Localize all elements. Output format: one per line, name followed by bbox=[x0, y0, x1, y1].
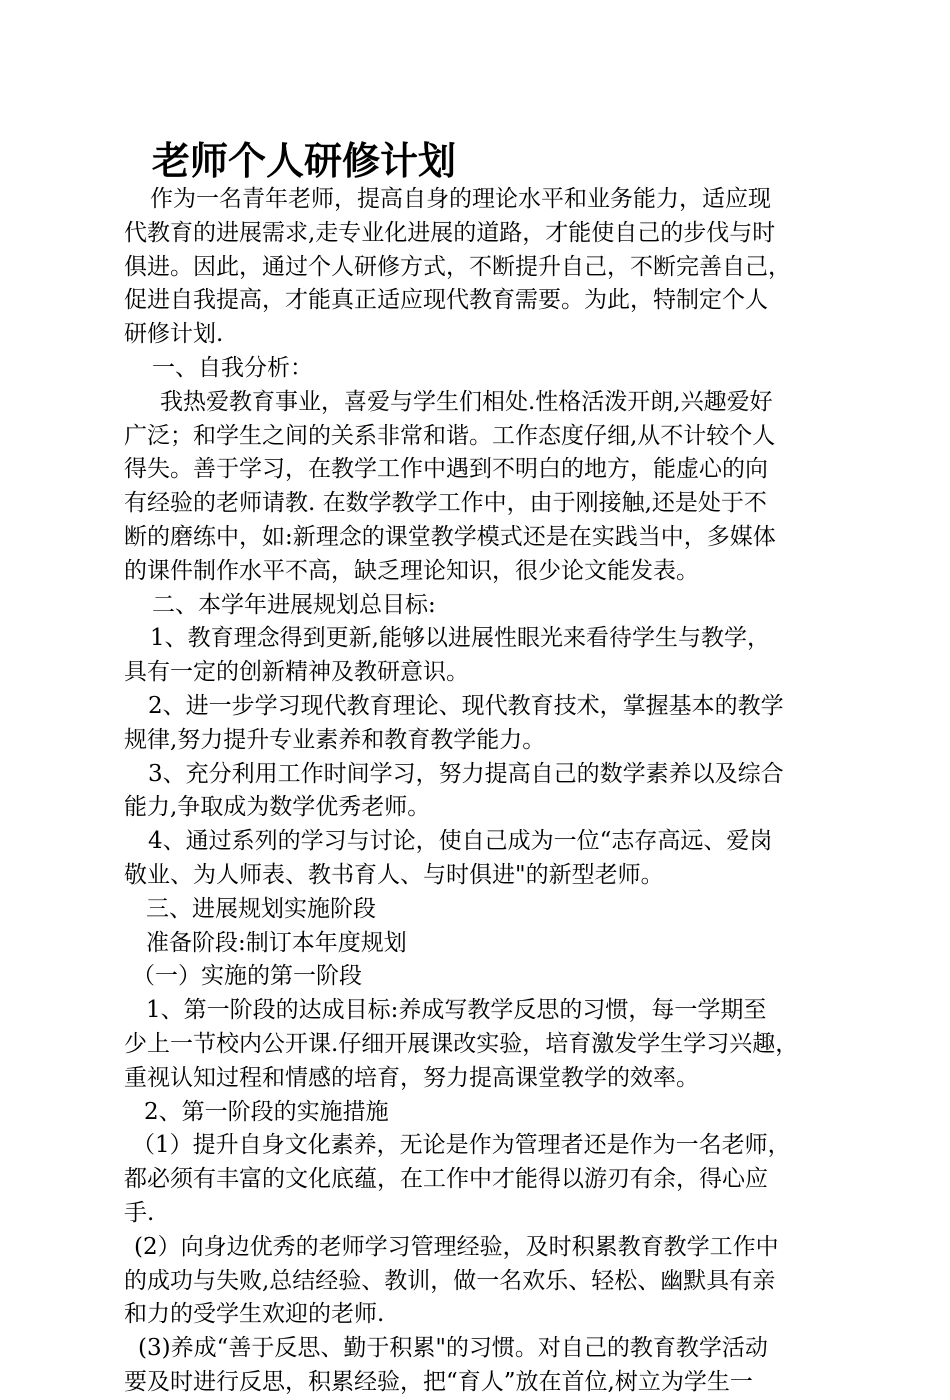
section-heading: 一、自我分析： bbox=[152, 354, 313, 381]
paragraph-line: 俱进。因此，通过个人研修方式，不断提升自己，不断完善自己， bbox=[124, 253, 791, 280]
section-heading: 三、进展规划实施阶段 bbox=[146, 895, 376, 922]
paragraph-line: 断的磨练中，如:新理念的课堂教学模式还是在实践当中，多媒体 bbox=[124, 523, 776, 550]
paragraph-line: 敬业、为人师表、教书育人、与时俱进"的新型老师。 bbox=[124, 861, 664, 888]
paragraph-line: 的课件制作水平不高，缺乏理论知识，很少论文能发表。 bbox=[124, 557, 699, 584]
list-item: 4、通过系列的学习与讨论，使自己成为一位“志存高远、爱岗 bbox=[148, 828, 773, 855]
paragraph-line: 少上一节校内公开课.仔细开展课改实验，培育激发学生学习兴趣， bbox=[124, 1030, 799, 1057]
section-heading: 准备阶段:制订本年度规划 bbox=[146, 929, 407, 956]
paragraph-line: 促进自我提高，才能真正适应现代教育需要。为此，特制定个人 bbox=[124, 287, 768, 314]
paragraph-line: 的成功与失败,总结经验、教训，做一名欢乐、轻松、幽默具有亲 bbox=[124, 1267, 776, 1294]
paragraph-line: 和力的受学生欢迎的老师. bbox=[124, 1301, 385, 1328]
paragraph-line: 要及时进行反思，积累经验，把“育人”放在首位,树立为学生一 bbox=[124, 1368, 753, 1395]
paragraph-line: 得失。善于学习，在教学工作中遇到不明白的地方，能虚心的向 bbox=[124, 456, 768, 483]
list-item: (3)养成“善于反思、勤于积累"的习惯。对自己的教育教学活动 bbox=[138, 1335, 768, 1362]
list-item: 3、充分利用工作时间学习，努力提高自己的数学素养以及综合 bbox=[148, 760, 784, 787]
paragraph-line: 重视认知过程和情感的培育，努力提高课堂教学的效率。 bbox=[124, 1064, 699, 1091]
section-heading: 二、本学年进展规划总目标: bbox=[152, 591, 436, 618]
paragraph-line: 手. bbox=[124, 1199, 155, 1226]
paragraph-line: 我热爱教育事业，喜爱与学生们相处.性格活泼开朗,兴趣爱好 bbox=[160, 388, 773, 415]
paragraph-line: 规律,努力提升专业素养和教育教学能力。 bbox=[124, 726, 546, 753]
list-item: (2）向身边优秀的老师学习管理经验，及时积累教育教学工作中 bbox=[134, 1233, 779, 1260]
document-title: 老师个人研修计划 bbox=[152, 138, 457, 183]
paragraph-line: 作为一名青年老师，提高自身的理论水平和业务能力，适应现 bbox=[150, 186, 771, 212]
paragraph-line: 广泛；和学生之间的关系非常和谐。工作态度仔细,从不计较个人 bbox=[124, 422, 776, 449]
list-item: 2、进一步学习现代教育理论、现代教育技术，掌握基本的教学 bbox=[148, 692, 784, 719]
list-item: （1）提升自身文化素养，无论是作为管理者还是作为一名老师， bbox=[132, 1132, 791, 1159]
paragraph-line: 能力,争取成为数学优秀老师。 bbox=[124, 794, 431, 821]
paragraph-line: 都必须有丰富的文化底蕴，在工作中才能得以游刃有余，得心应 bbox=[124, 1166, 768, 1193]
paragraph-line: 有经验的老师请教. 在数学教学工作中，由于刚接触,还是处于不 bbox=[124, 490, 767, 517]
document-body bbox=[124, 183, 854, 1400]
paragraph-line: 代教育的进展需求,走专业化进展的道路，才能使自己的步伐与时 bbox=[124, 219, 776, 246]
paragraph-line: 具有一定的创新精神及教研意识。 bbox=[124, 659, 469, 686]
list-item: 1、教育理念得到更新,能够以进展性眼光来看待学生与教学， bbox=[150, 625, 770, 652]
list-item: 2、第一阶段的实施措施 bbox=[144, 1098, 389, 1125]
paragraph-line: 研修计划. bbox=[124, 321, 224, 348]
list-item: 1、第一阶段的达成目标:养成写教学反思的习惯，每一学期至 bbox=[146, 997, 767, 1024]
section-heading: （一）实施的第一阶段 bbox=[132, 963, 362, 990]
